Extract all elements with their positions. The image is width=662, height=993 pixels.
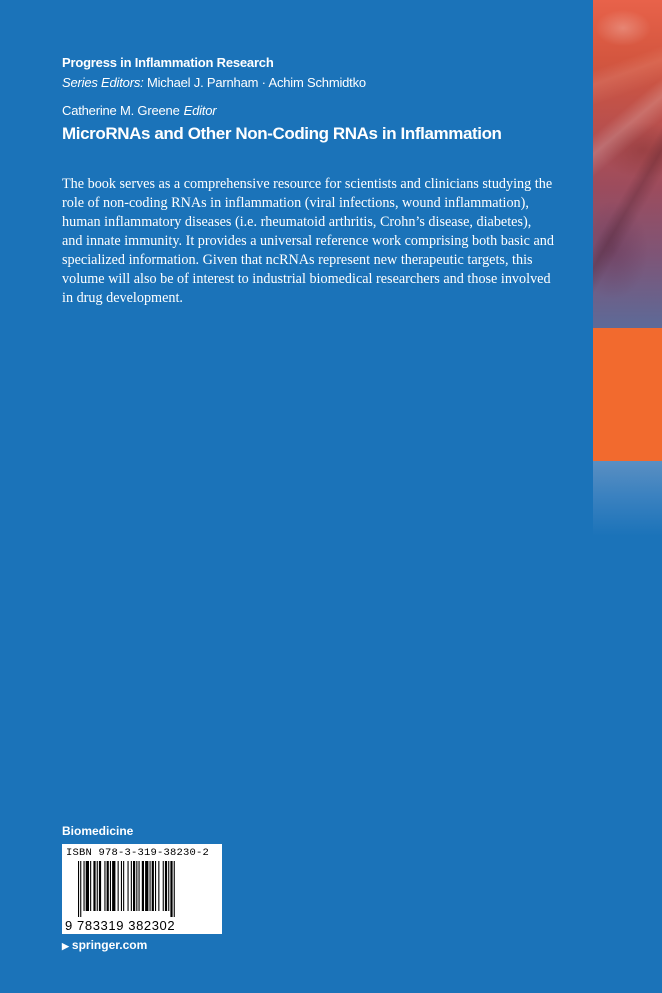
- book-title: MicroRNAs and Other Non-Coding RNAs in Inflammation: [62, 124, 502, 143]
- decorative-strip: [593, 0, 662, 993]
- barcode-bar: [170, 861, 172, 917]
- barcode-bar: [133, 861, 135, 911]
- barcode-bar: [128, 861, 129, 911]
- barcode-bar: [118, 861, 119, 911]
- barcode-bar: [90, 861, 91, 911]
- barcode-bar: [131, 861, 132, 911]
- cover-image-strip: [593, 0, 662, 328]
- description-line: role of non-coding RNAs in inflammation (viral infections, wound inflammation),: [62, 195, 529, 211]
- barcode-bar: [99, 861, 101, 911]
- description-line: specialized information. Given that ncRNAs represent new therapeutic targets, this: [62, 252, 533, 268]
- volume-editor: [62, 103, 216, 118]
- arrow-right-icon: ▶: [62, 941, 69, 951]
- barcode-bar: [168, 861, 169, 911]
- barcode-bar: [97, 861, 98, 911]
- barcode-bar: [145, 861, 148, 911]
- barcode-bar: [121, 861, 122, 911]
- barcode-bar: [84, 861, 85, 911]
- isbn-barcode: [62, 844, 222, 934]
- description-line: in drug development.: [62, 290, 183, 306]
- series-editors-label: Series Editors:: [62, 75, 144, 90]
- volume-editor-role: Editor: [183, 103, 217, 118]
- barcode-bar: [150, 861, 151, 911]
- barcode-bar: [174, 861, 175, 917]
- book-description: [62, 175, 574, 308]
- barcode-number: 9 783319 382302: [65, 918, 176, 933]
- barcode-bar: [112, 861, 115, 911]
- barcode-bar: [78, 861, 79, 917]
- series-editors: [62, 75, 366, 90]
- barcode-bar: [165, 861, 167, 911]
- description-line: volume will also be of interest to industrial biomedical researchers and those involved: [62, 271, 551, 287]
- barcode-bar: [142, 861, 144, 911]
- barcode-bar: [163, 861, 164, 911]
- barcode-bar: [136, 861, 137, 911]
- orange-accent-block: [593, 328, 662, 461]
- publisher-website[interactable]: [62, 938, 147, 952]
- subject-category: Biomedicine: [62, 824, 134, 838]
- barcode-bar: [86, 861, 89, 911]
- barcode-bar: [93, 861, 95, 911]
- series-editors-names: Michael J. Parnham · Achim Schmidtko: [146, 75, 366, 90]
- series-title: Progress in Inflammation Research: [62, 55, 274, 70]
- barcode-bar: [123, 861, 124, 911]
- barcode-bar: [110, 861, 111, 911]
- barcode-bars: [78, 861, 210, 917]
- barcode-bar: [139, 861, 140, 911]
- website-label: springer.com: [71, 938, 148, 952]
- description-line: human inflammatory diseases (i.e. rheumatoid arthritis, Crohn’s disease, diabetes),: [62, 214, 532, 230]
- volume-editor-name: Catherine M. Greene: [62, 103, 180, 118]
- isbn-label: ISBN 978-3-319-38230-2: [66, 847, 210, 859]
- barcode-bar: [80, 861, 81, 917]
- barcode-bar: [155, 861, 156, 911]
- barcode-bar: [158, 861, 159, 911]
- description-line: and innate immunity. It provides a universal reference work comprising both basic and: [62, 233, 554, 249]
- gradient-fade-block: [593, 461, 662, 536]
- barcode-bar: [107, 861, 109, 911]
- barcode-bar: [152, 861, 154, 911]
- barcode-bar: [104, 861, 105, 911]
- description-line: The book serves as a comprehensive resource for scientists and clinicians studying the: [62, 176, 553, 192]
